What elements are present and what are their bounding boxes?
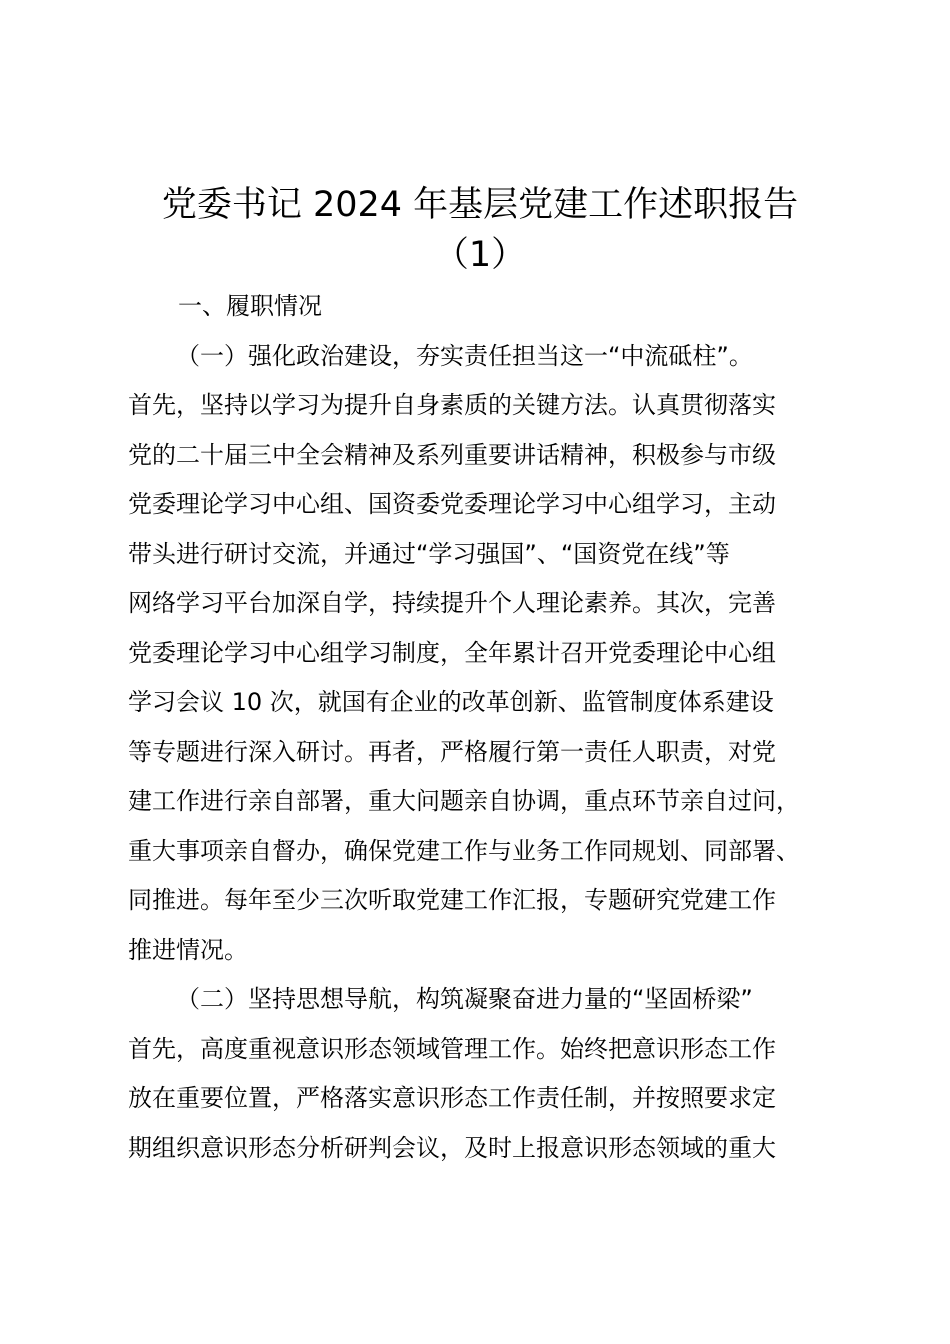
paragraph-1-line-3: 党的二十届三中全会精神及系列重要讲话精神，积极参与市级 xyxy=(128,440,776,469)
paragraph-1-line-11: 重大事项亲自督办，确保党建工作与业务工作同规划、同部署、 xyxy=(128,836,800,865)
paragraph-1-line-1: （一）强化政治建设，夯实责任担当这一“中流砥柱”。 xyxy=(176,341,753,370)
paragraph-1-line-12: 同推进。每年至少三次听取党建工作汇报，专题研究党建工作 xyxy=(128,886,776,914)
paragraph-1-line-4: 党委理论学习中心组、国资委党委理论学习中心组学习，主动 xyxy=(128,490,776,518)
paragraph-1-line-2: 首先，坚持以学习为提升自身素质的关键方法。认真贯彻落实 xyxy=(128,391,776,419)
paragraph-1-line-10: 建工作进行亲自部署，重大问题亲自协调，重点环节亲自过问， xyxy=(128,787,800,815)
section-heading: 一、履职情况 xyxy=(178,292,322,320)
paragraph-1-line-6: 网络学习平台加深自学，持续提升个人理论素养。其次，完善 xyxy=(128,589,776,617)
title-line-2: （1） xyxy=(433,235,527,275)
paragraph-2-line-4: 期组织意识形态分析研判会议，及时上报意识形态领域的重大 xyxy=(128,1133,776,1162)
paragraph-1-line-7: 党委理论学习中心组学习制度，全年累计召开党委理论中心组 xyxy=(128,638,776,667)
document-title xyxy=(120,180,840,280)
paragraph-2-line-2: 首先，高度重视意识形态领域管理工作。始终把意识形态工作 xyxy=(128,1034,776,1063)
paragraph-1-line-9: 等专题进行深入研讨。再者，严格履行第一责任人职责，对党 xyxy=(128,737,776,766)
paragraph-2-line-3: 放在重要位置，严格落实意识形态工作责任制，并按照要求定 xyxy=(128,1084,776,1112)
paragraph-1-line-8: 学习会议 10 次，就国有企业的改革创新、监管制度体系建设 xyxy=(128,688,774,716)
paragraph-1-line-5: 带头进行研讨交流，并通过“学习强国”、“国资党在线”等 xyxy=(128,539,730,568)
title-line-1: 党委书记 2024 年基层党建工作述职报告 xyxy=(161,185,799,225)
paragraph-2-line-1: （二）坚持思想导航，构筑凝聚奋进力量的“坚固桥梁” xyxy=(176,985,753,1013)
document-body xyxy=(128,282,858,1173)
paragraph-1-line-13: 推进情况。 xyxy=(128,935,248,964)
